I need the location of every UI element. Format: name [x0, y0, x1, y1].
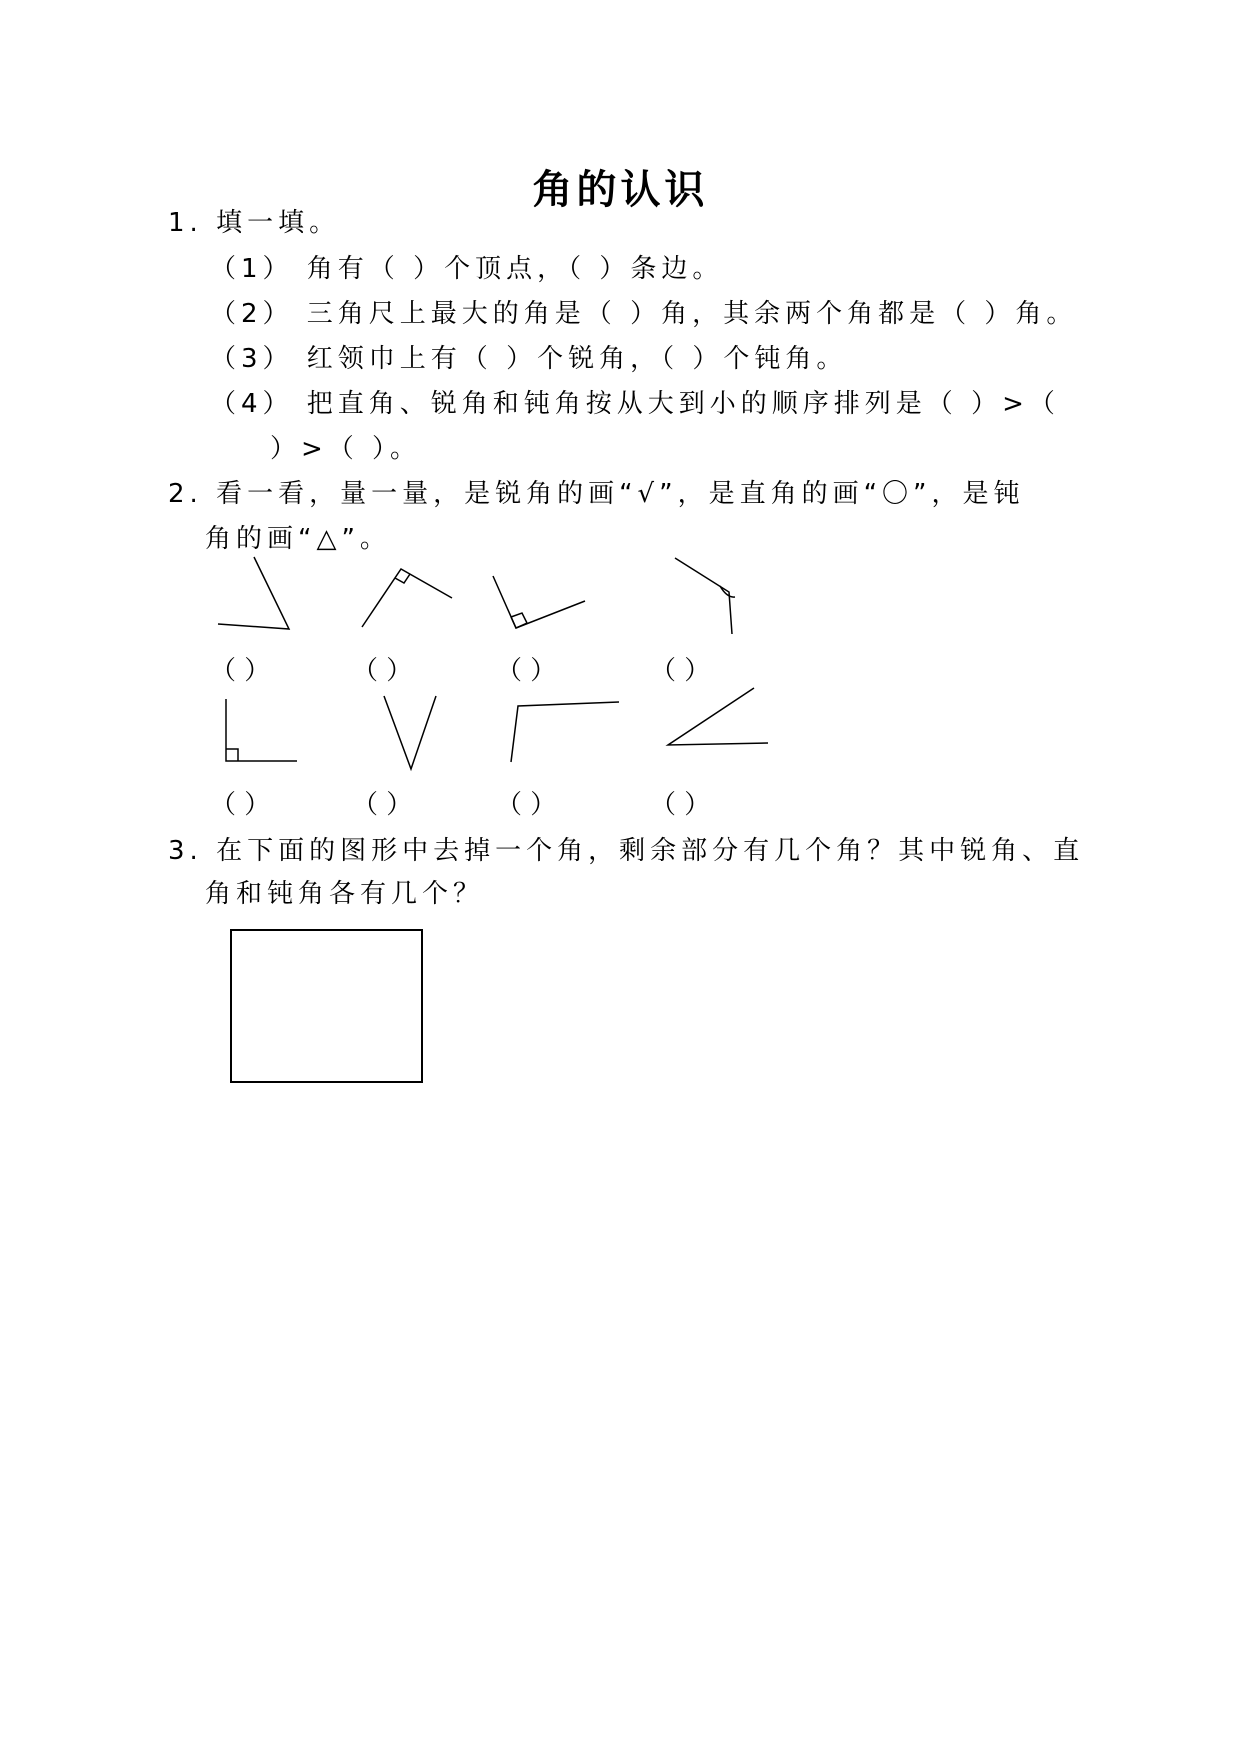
q1-heading: 1. 填一填。: [168, 208, 341, 238]
answer-blank[interactable]: （ ）: [650, 790, 711, 820]
answer-blank[interactable]: （ ）: [352, 656, 413, 686]
angle-figure-row1-3: [493, 576, 585, 628]
answer-blank[interactable]: （ ）: [210, 656, 271, 686]
q1-item-3: （3） 红领巾上有（ ）个锐角，（ ）个钝角。: [210, 344, 848, 374]
angle-figure-row2-2: [384, 696, 436, 769]
angle-figure-row2-4: [668, 688, 768, 745]
answer-blank[interactable]: （ ）: [496, 656, 557, 686]
angle-figure-row2-1: [226, 699, 297, 761]
angle-figure-row1-4: [675, 558, 735, 634]
answer-blank[interactable]: （ ）: [352, 790, 413, 820]
answer-blank[interactable]: （ ）: [650, 656, 711, 686]
q1-item-4-continued: ）>（ ）。: [270, 434, 422, 464]
page-title: 角的认识: [532, 167, 709, 213]
angle-figure-row1-1: [218, 557, 289, 629]
q1-item-4: （4） 把直角、锐角和钝角按从大到小的顺序排列是（ ）>（: [210, 389, 1060, 419]
answer-blank[interactable]: （ ）: [210, 790, 271, 820]
angle-figure-row1-2: [362, 569, 452, 627]
q1-item-2: （2） 三角尺上最大的角是（ ）角，其余两个角都是（ ）角。: [210, 299, 1078, 329]
answer-blank[interactable]: （ ）: [496, 790, 557, 820]
q1-item-1: （1） 角有（ ）个顶点，（ ）条边。: [210, 254, 724, 284]
q2-line-1: 2. 看一看，量一量，是锐角的画“√”，是直角的画“〇”，是钝: [168, 479, 1025, 509]
q3-line-1: 3. 在下面的图形中去掉一个角，剩余部分有几个角？其中锐角、直: [168, 836, 1085, 866]
q3-line-2: 角和钝角各有几个？: [205, 879, 485, 909]
q2-line-2: 角的画“△”。: [205, 524, 391, 554]
angle-figure-row2-3: [511, 702, 619, 762]
q3-rectangle: [231, 930, 422, 1082]
